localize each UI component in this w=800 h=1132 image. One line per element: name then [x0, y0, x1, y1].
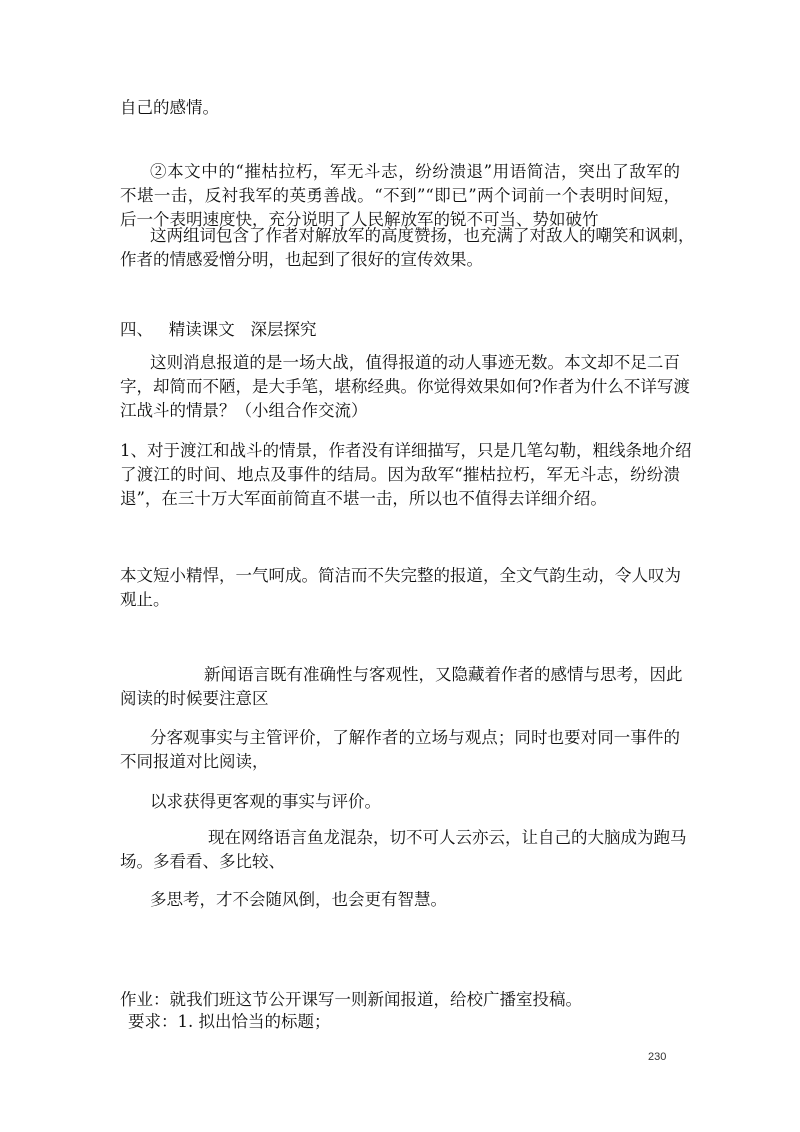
text-line: 这则消息报道的是一场大战，值得报道的动人事迹无数。本文却不足二百 [150, 353, 680, 372]
text-line: 了渡江的时间、地点及事件的结局。因为敌军“摧枯拉朽，军无斗志，纷纷溃 [120, 465, 680, 484]
text-line: 观止。 [120, 590, 170, 609]
page-number: 230 [648, 1051, 667, 1063]
text-line: 阅读的时候要注意区 [120, 689, 269, 708]
text-line: 后一个表明速度快，充分说明了人民解放军的锐不可当、势如破竹 [120, 210, 599, 229]
text-line: 作者的情感爱憎分明，也起到了很好的宣传效果。 [120, 250, 483, 269]
text-line: 分客观事实与主管评价，了解作者的立场与观点；同时也要对同一事件的 [150, 728, 680, 747]
text-line: ②本文中的“摧枯拉朽，军无斗志，纷纷溃退”用语简洁，突出了敌军的 [150, 162, 680, 181]
text-line: 这两组词包含了作者对解放军的高度赞扬，也充满了对敌人的嘲笑和讽刺， [150, 226, 695, 245]
requirement-line: 要求：1. 拟出恰当的标题； [128, 1012, 331, 1031]
text-line: 多思考，才不会随风倒，也会更有智慧。 [150, 890, 447, 909]
text-line: 新闻语言既有准确性与客观性，又隐藏着作者的感情与思考，因此 [204, 665, 683, 684]
text-line: 现在网络语言鱼龙混杂，切不可人云亦云，让自己的大脑成为跑马 [208, 828, 687, 847]
text-line: 场。多看看、多比较、 [120, 852, 285, 871]
text-line: 字，却简而不陋，是大手笔，堪称经典。你觉得效果如何?作者为什么不详写渡 [120, 377, 690, 396]
text-line: 不堪一击，反衬我军的英勇善战。“不到”“即已”两个词前一个表明时间短， [120, 186, 680, 205]
assignment-line: 作业：就我们班这节公开课写一则新闻报道，给校广播室投稿。 [120, 990, 582, 1009]
text-line: 1、对于渡江和战斗的情景，作者没有详细描写，只是几笔勾勒，粗线条地介绍 [120, 441, 692, 460]
text-line: 自己的感情。 [120, 98, 219, 117]
text-line: 江战斗的情景？（小组合作交流） [120, 401, 368, 420]
text-line: 不同报道对比阅读， [120, 752, 269, 771]
text-line: 退”，在三十万大军面前简直不堪一击，所以也不值得去详细介绍。 [120, 489, 607, 508]
section-heading: 四、 精读课文 深层探究 [120, 320, 317, 339]
text-line: 以求获得更客观的事实与评价。 [150, 792, 381, 811]
text-line: 本文短小精悍，一气呵成。简洁而不失完整的报道，全文气韵生动，令人叹为 [120, 566, 681, 585]
